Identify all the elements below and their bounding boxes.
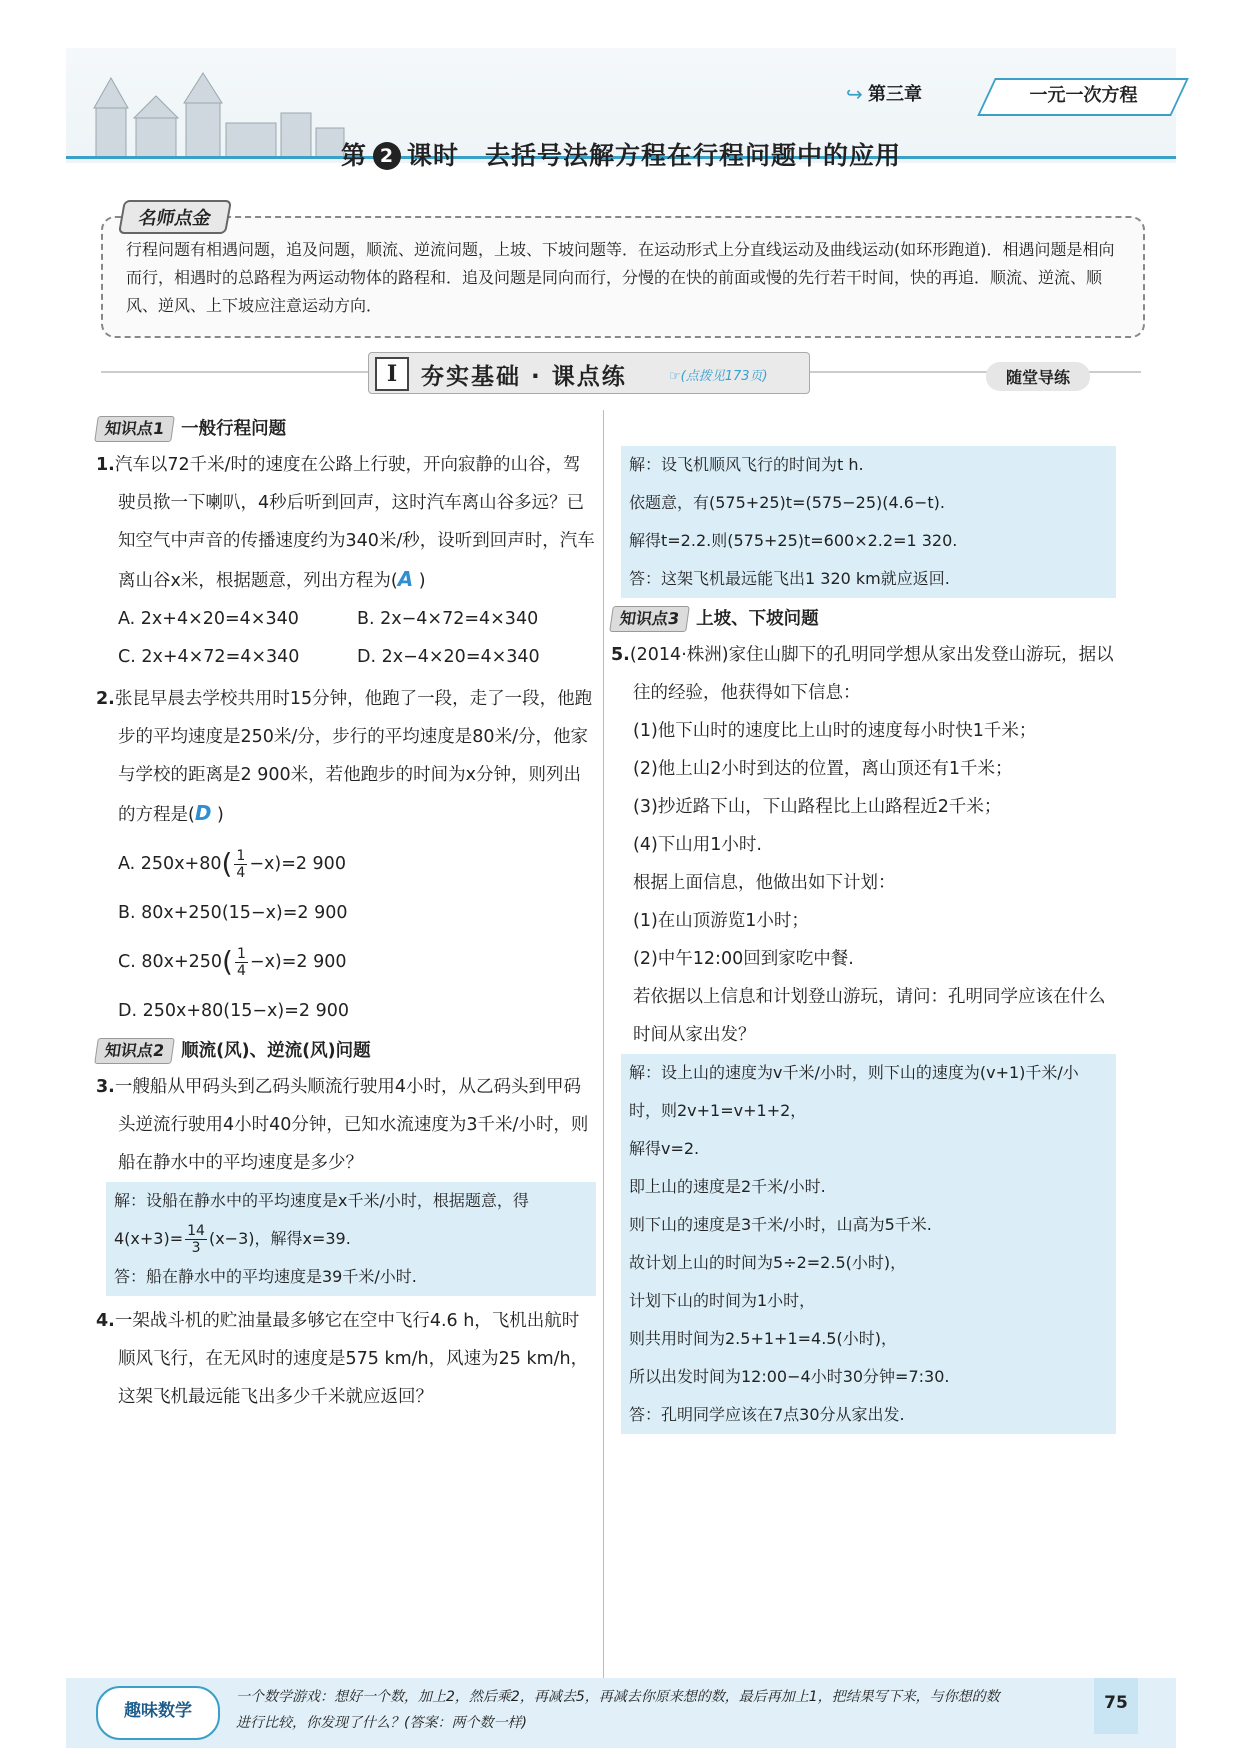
chapter-label: [846, 78, 1176, 112]
q2-option-b: B. 80x+250(15−x)=2 900: [118, 903, 348, 923]
lesson-number: 2: [373, 142, 401, 170]
q2-option-c: C. 80x+250( $\frac{1}{4}$ −x)=2 900: [118, 945, 347, 979]
section-name: 夯实基础 · 课点练: [421, 364, 627, 390]
section-banner: [368, 352, 810, 394]
question-2: 2.张昆早晨去学校共用时15分钟，他跑了一段，走了一段，他跑步的平均速度是250米/分，步行的平均速度是80米/分，他家与学校的距离是2 900米，若他跑步的时间为x分钟，则列出的方程是(D ): [96, 689, 593, 825]
answer-1: A: [397, 567, 414, 591]
knowledge-point-3: 知识点3 上坡、下坡问题: [611, 602, 1116, 636]
q5-solution: 解：设上山的速度为v千米/小时，则下山的速度为(v+1)千米/小时，则2v+1=v+1+2， 解得v=2. 即上山的速度是2千米/小时. 则下山的速度是3千米/小时，山高为5千米. 故计划上山的时间为5÷2=2.5(小时)， 计划下山的时间为1小时， 则共用时间为2.5+1+1=4.5(小时)， 所以出发时间为12:00−4小时30分钟=7:30. 答：孔明同学应该在7点30分从家出发.: [621, 1054, 1116, 1434]
question-4: 4.一架战斗机的贮油量最多够它在空中飞行4.6 h，飞机出航时顺风飞行，在无风时的速度是575 km/h，风速为25 km/h，这架飞机最远能飞出多少千米就应返回？: [96, 1311, 589, 1407]
knowledge-point-2: 知识点2 顺流(风)、逆流(风)问题: [96, 1034, 596, 1068]
tip-label: 名师点金: [118, 200, 232, 234]
column-divider: [603, 410, 604, 1745]
question-5: 5.(2014·株洲)家住山脚下的孔明同学想从家出发登山游玩，据以往的经验，他获得如下信息：: [611, 645, 1114, 703]
footer: [66, 1678, 1176, 1748]
q2-option-d: D. 250x+80(15−x)=2 900: [118, 1001, 349, 1021]
footer-text: 一个数学游戏：想好一个数，加上2，然后乘2，再减去5，再减去你原来想的数，最后再加上1，把结果写下来，与你想的数进行比较，你发现了什么？(答案：两个数一样): [236, 1689, 1000, 1731]
section-right-tag: 随堂导练: [986, 362, 1090, 391]
chapter-number: 第三章: [868, 84, 922, 105]
left-column: [96, 408, 596, 1416]
q3-solution: 解：设船在静水中的平均速度是x千米/小时，根据题意，得4(x+3)= $\frac{14}{3}$ (x−3)，解得x=39. 答：船在静水中的平均速度是39千米/小时.: [106, 1182, 596, 1296]
page-number: 75: [1094, 1678, 1138, 1734]
lesson-title: 第 2 课时 去括号法解方程在行程问题中的应用: [340, 141, 902, 170]
question-3: 3.一艘船从甲码头到乙码头顺流行驶用4小时，从乙码头到甲码头逆流行驶用4小时40分钟，已知水流速度为3千米/小时，则船在静水中的平均速度是多少？: [96, 1077, 589, 1173]
arrow-icon: ↪: [846, 82, 863, 106]
knowledge-point-1: 知识点1 一般行程问题: [96, 412, 596, 446]
section-ref: ☞(点拨见173页): [669, 369, 768, 384]
tip-text: 行程问题有相遇问题，追及问题，顺流、逆流问题，上坡、下坡问题等．在运动形式上分直线运动及曲线运动(如环形跑道)．相遇问题是相向而行，相遇时的总路程为两运动物体的路程和．追及问题是同向而行，分慢的在快的前面或慢的先行若干时间，快的再追．顺流、逆流、顺风、逆风、上下坡应注意运动方向．: [126, 240, 1115, 315]
chapter-title: 一元一次方程: [1029, 85, 1138, 106]
section-roman: I: [375, 357, 409, 391]
q4-solution: 解：设飞机顺风飞行的时间为t h. 依题意，有(575+25)t=(575−25)(4.6−t). 解得t=2.2.则(575+25)t=600×2.2=1 320. 答：这架飞机最远能飞出1 320 km就应返回.: [621, 446, 1116, 598]
page: [66, 48, 1176, 1731]
q5-info: (1)他下山时的速度比上山时的速度每小时快1千米； (2)他上山2小时到达的位置，离山顶还有1千米； (3)抄近路下山，下山路程比上山路程近2千米； (4)下山用1小时. 根据上面信息，他做出如下计划： (1)在山顶游览1小时； (2)中午12:00回到家吃中餐. 若依据以上信息和计划登山游玩，请问：孔明同学应该在什么时间从家出发？: [633, 721, 1106, 1045]
q1-options-cd: C. 2x+4×72=4×340 D. 2x−4×20=4×340: [118, 647, 540, 667]
q2-option-a: A. 250x+80( $\frac{1}{4}$ −x)=2 900: [118, 847, 346, 881]
right-column: [611, 408, 1116, 1434]
question-1: 1.汽车以72千米/时的速度在公路上行驶，开向寂静的山谷，驾驶员揿一下喇叭，4秒后听到回声，这时汽车离山谷多远？已知空气中声音的传播速度约为340米/秒，设听到回声时，汽车离山谷x米，根据题意，列出方程为(A ): [96, 455, 595, 591]
q1-options-ab: A. 2x+4×20=4×340 B. 2x−4×72=4×340: [118, 609, 539, 629]
answer-2: D: [194, 801, 212, 825]
fun-math-badge: 趣味数学: [96, 1686, 220, 1740]
